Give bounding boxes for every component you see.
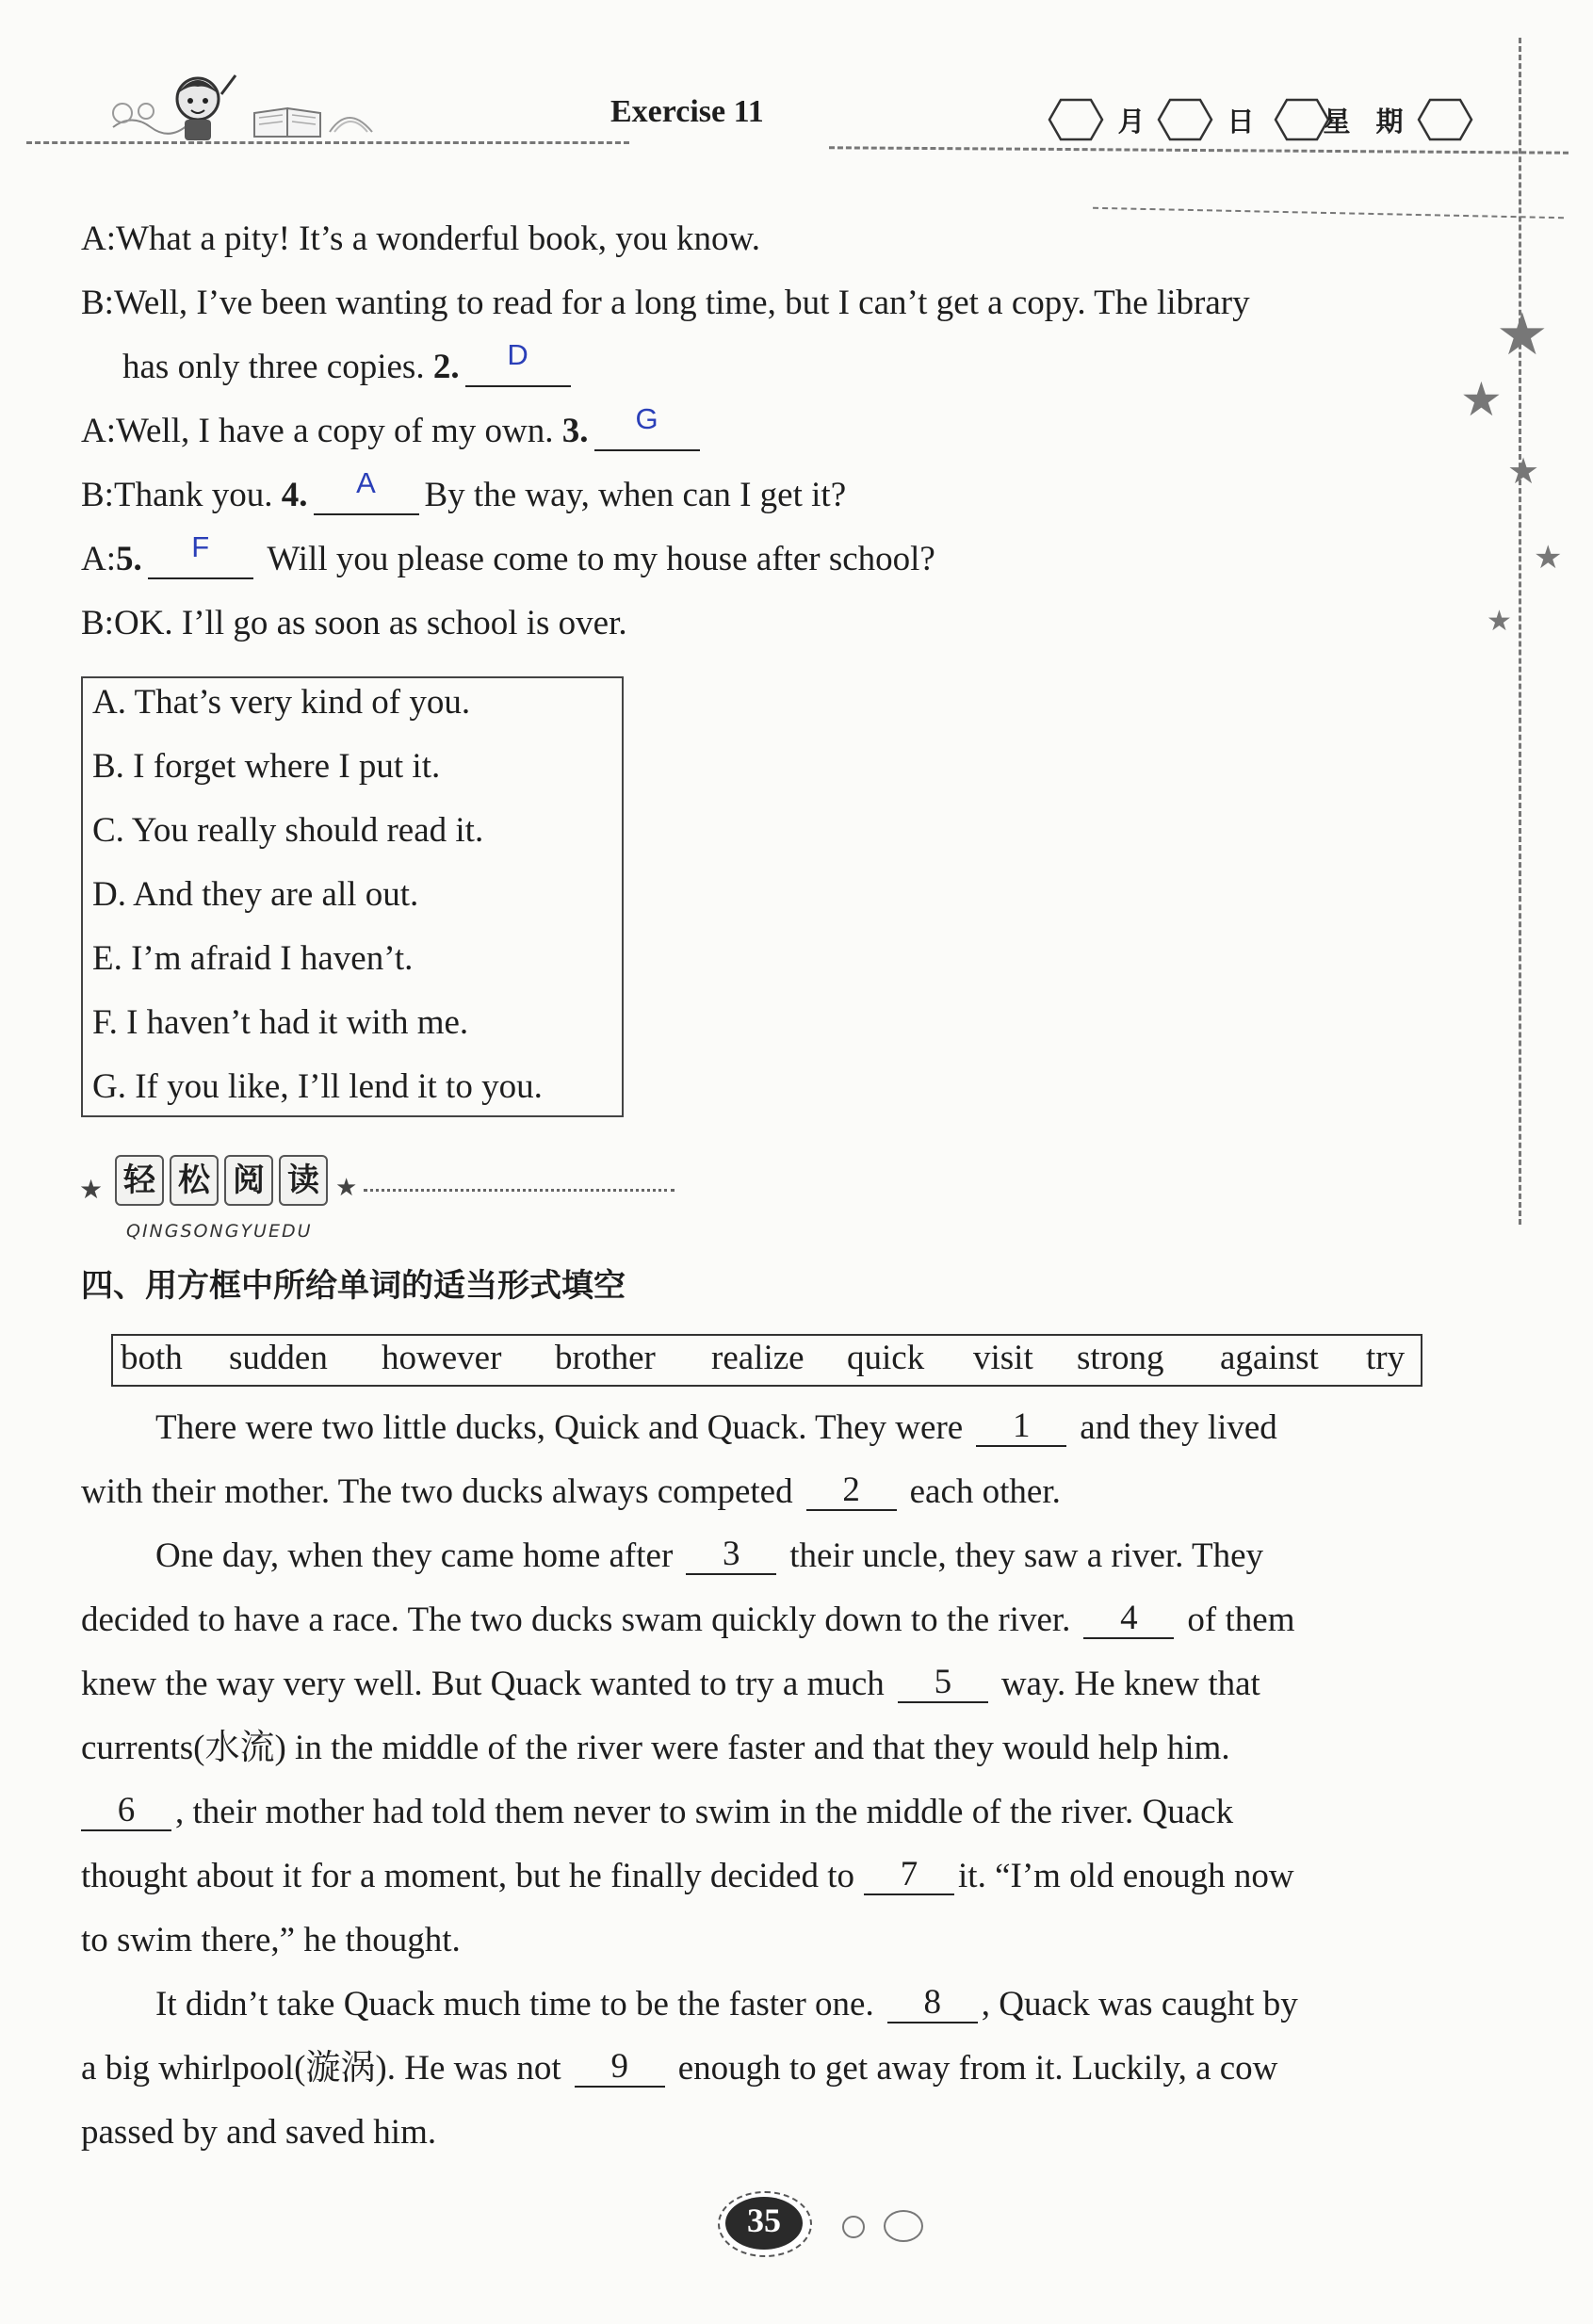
day-label: 日 xyxy=(1227,106,1255,138)
blank-number: 5. xyxy=(116,540,142,578)
star-icon: ★ xyxy=(79,1176,104,1205)
options-box xyxy=(81,676,624,1117)
day-hexagon xyxy=(1157,98,1213,141)
blank-number: 1 xyxy=(1012,1406,1031,1445)
blank-number: 6 xyxy=(117,1791,136,1829)
blank-number: 9 xyxy=(610,2047,628,2086)
dialogue-line-2 xyxy=(81,283,1250,324)
passage-text: It didn’t take Quack much time to be the faster one. xyxy=(155,1985,874,2023)
blank-number: 7 xyxy=(900,1855,918,1893)
option-f: F. I haven’t had it with me. xyxy=(92,1003,469,1042)
word-bank-box xyxy=(111,1334,1422,1387)
passage-blank-2[interactable] xyxy=(806,1471,897,1511)
blank-number: 3. xyxy=(561,412,589,450)
star-icon: ★ xyxy=(335,1174,358,1201)
banner-char: 轻 xyxy=(115,1155,164,1206)
passage-text: One day, when they came home after xyxy=(155,1536,674,1575)
dialogue-text: has only three copies. xyxy=(122,348,433,386)
star-icon: ★ xyxy=(1507,452,1540,492)
xing-label: 星 xyxy=(1323,106,1351,138)
passage-line xyxy=(81,1856,1294,1897)
word-item: both xyxy=(121,1339,183,1377)
passage-text: it. “I’m old enough now xyxy=(958,1857,1294,1895)
passage-text: to swim there,” he thought. xyxy=(81,1921,461,1959)
word-item: however xyxy=(382,1339,502,1377)
word-item: against xyxy=(1220,1339,1319,1377)
passage-blank-6[interactable] xyxy=(81,1791,171,1831)
answer-blank-4[interactable] xyxy=(314,466,419,515)
header-dashed-line-lower xyxy=(1093,207,1564,219)
speaker: A: xyxy=(81,540,116,578)
banner-pinyin: QINGSONGYUEDU xyxy=(126,1221,313,1242)
blank-number: 2. xyxy=(432,348,460,386)
word-item: try xyxy=(1366,1339,1406,1377)
passage-blank-1[interactable] xyxy=(976,1406,1066,1447)
dialogue-text: Thank you. xyxy=(113,476,282,514)
word-item: brother xyxy=(555,1339,656,1377)
month-label: 月 xyxy=(1117,106,1146,138)
word-item: strong xyxy=(1077,1339,1164,1377)
speaker: B: xyxy=(81,284,114,322)
passage-blank-5[interactable] xyxy=(898,1663,988,1703)
banner-dotted-line xyxy=(364,1189,675,1192)
blank-number: 8 xyxy=(923,1983,941,2022)
passage-blank-9[interactable] xyxy=(575,2047,665,2088)
page-number-bubble xyxy=(884,2210,923,2242)
dialogue-text: Will you please come to my house after school? xyxy=(258,540,935,578)
star-icon: ★ xyxy=(1460,373,1503,426)
passage-line xyxy=(81,1600,1294,1641)
passage-text: and they lived xyxy=(1080,1408,1277,1447)
passage-blank-7[interactable] xyxy=(864,1855,954,1895)
passage-line xyxy=(81,1920,461,1961)
passage-text: currents(水流) in the middle of the river were faster and that they would help him. xyxy=(81,1729,1230,1767)
dialogue-line-7 xyxy=(81,603,627,644)
answer-blank-3[interactable] xyxy=(594,402,700,451)
passage-blank-8[interactable] xyxy=(887,1983,978,2023)
handwritten-answer: G xyxy=(635,402,658,435)
star-icon: ★ xyxy=(1487,606,1512,637)
right-margin-dashed-line xyxy=(1519,38,1521,1225)
speaker: B: xyxy=(81,604,114,642)
passage-text: decided to have a race. The two ducks swam quickly down to the river. xyxy=(81,1601,1071,1639)
passage-text: each other. xyxy=(909,1472,1061,1511)
passage-line xyxy=(81,2048,1277,2089)
cartoon-girl-icon xyxy=(104,57,386,146)
passage-text: , Quack was caught by xyxy=(981,1985,1298,2023)
answer-blank-5[interactable] xyxy=(148,530,253,579)
passage-text: enough to get away from it. Luckily, a cow xyxy=(677,2049,1278,2088)
weekday-hexagon-right xyxy=(1417,98,1473,141)
word-item: visit xyxy=(973,1339,1033,1377)
option-g: G. If you like, I’ll lend it to you. xyxy=(92,1067,543,1106)
speaker: A: xyxy=(81,219,116,258)
answer-blank-2[interactable] xyxy=(465,338,571,387)
passage-text: a big whirlpool(漩涡). He was not xyxy=(81,2049,561,2088)
passage-text: of them xyxy=(1187,1601,1295,1639)
option-d: D. And they are all out. xyxy=(92,875,419,914)
qi-label: 期 xyxy=(1375,106,1404,138)
blank-number: 4 xyxy=(1120,1599,1138,1637)
dialogue-line-1 xyxy=(81,219,760,260)
speaker: A: xyxy=(81,412,116,450)
word-item: quick xyxy=(847,1339,925,1377)
dialogue-text: Well, I have a copy of my own. xyxy=(116,412,562,450)
option-e: E. I’m afraid I haven’t. xyxy=(92,939,414,978)
dialogue-text: OK. I’ll go as soon as school is over. xyxy=(113,604,627,642)
dialogue-text: Well, I’ve been wanting to read for a long time, but I can’t get a copy. The library xyxy=(113,284,1250,322)
passage-text: their uncle, they saw a river. They xyxy=(789,1536,1264,1575)
banner-char: 阅 xyxy=(224,1155,273,1206)
dialogue-line-3 xyxy=(122,338,577,388)
passage-line xyxy=(81,1471,1061,1513)
month-hexagon xyxy=(1048,98,1104,141)
passage-text: way. He knew that xyxy=(1000,1665,1260,1703)
star-icon: ★ xyxy=(1496,303,1549,367)
blank-number: 4. xyxy=(281,476,308,514)
star-icon: ★ xyxy=(1534,541,1563,576)
passage-text: , their mother had told them never to swim in the middle of the river. Quack xyxy=(175,1793,1234,1831)
dialogue-line-5 xyxy=(81,466,847,516)
passage-line xyxy=(155,1984,1298,2025)
option-b: B. I forget where I put it. xyxy=(92,747,441,786)
passage-text: passed by and saved him. xyxy=(81,2113,437,2152)
passage-text: There were two little ducks, Quick and Quack. They were xyxy=(155,1408,964,1447)
option-a: A. That’s very kind of you. xyxy=(92,683,471,722)
dialogue-text: By the way, when can I get it? xyxy=(424,476,847,514)
passage-line xyxy=(81,1728,1230,1769)
word-item: realize xyxy=(711,1339,805,1377)
handwritten-answer: A xyxy=(356,466,376,499)
dialogue-text: What a pity! It’s a wonderful book, you know. xyxy=(116,219,761,258)
passage-blank-3[interactable] xyxy=(686,1535,776,1575)
blank-number: 5 xyxy=(934,1663,952,1701)
speaker: B: xyxy=(81,476,114,514)
section-four-title: 四、用方框中所给单词的适当形式填空 xyxy=(81,1267,626,1305)
passage-text: thought about it for a moment, but he finally decided to xyxy=(81,1857,855,1895)
dialogue-line-4 xyxy=(81,402,706,452)
banner-char: 松 xyxy=(170,1155,219,1206)
header-dashed-line-right xyxy=(829,146,1569,154)
word-item: sudden xyxy=(229,1339,328,1377)
passage-line xyxy=(155,1536,1263,1577)
page-number: 35 xyxy=(747,2202,781,2239)
blank-number: 2 xyxy=(842,1471,860,1509)
handwritten-answer: F xyxy=(191,530,210,563)
page-number-bubble xyxy=(842,2216,865,2238)
blank-number: 3 xyxy=(723,1535,740,1573)
passage-line xyxy=(81,2112,436,2153)
passage-text: knew the way very well. But Quack wanted to try a much xyxy=(81,1665,885,1703)
exercise-title: Exercise 11 xyxy=(610,94,764,129)
dialogue-line-6 xyxy=(81,530,935,580)
option-c: C. You really should read it. xyxy=(92,811,484,850)
passage-line xyxy=(155,1407,1277,1449)
handwritten-answer: D xyxy=(507,338,528,371)
passage-blank-4[interactable] xyxy=(1083,1599,1174,1639)
passage-line xyxy=(81,1664,1260,1705)
passage-text: with their mother. The two ducks always competed xyxy=(81,1472,793,1511)
passage-line xyxy=(81,1792,1233,1833)
banner-char: 读 xyxy=(279,1155,328,1206)
